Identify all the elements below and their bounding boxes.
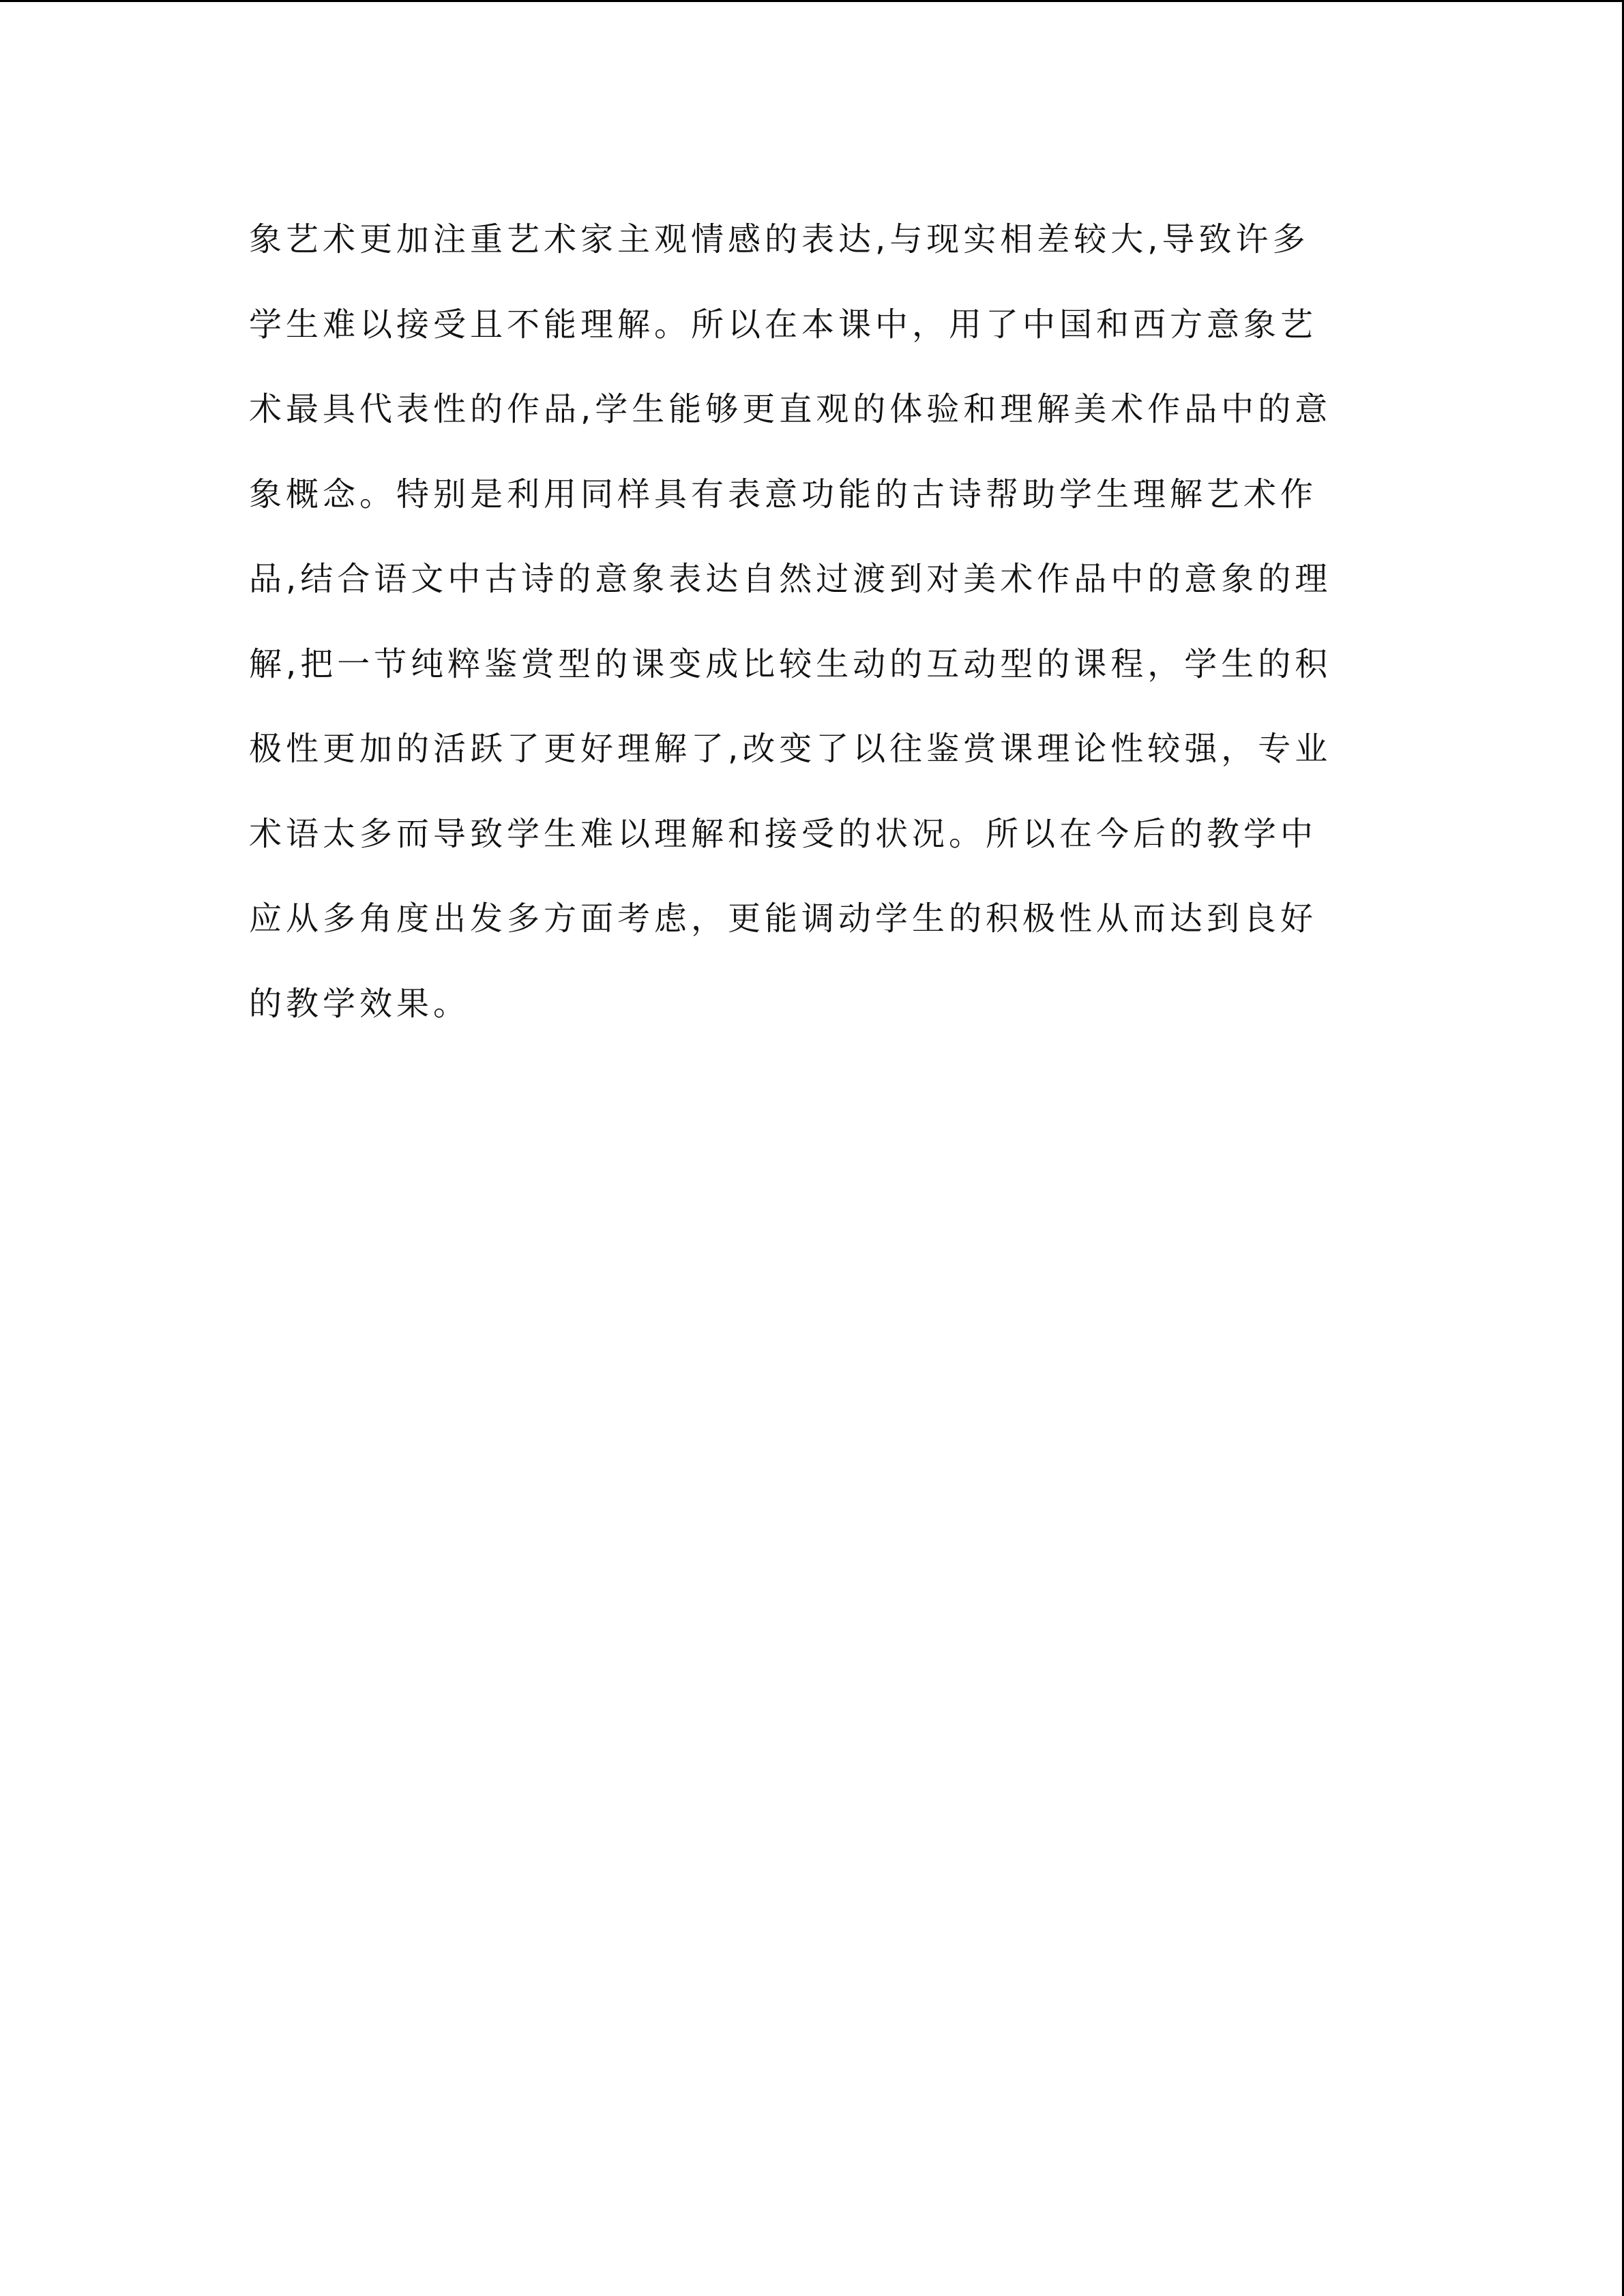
paragraph-line: 极性更加的活跃了更好理解了,改变了以往鉴赏课理论性较强，专业	[249, 730, 1332, 768]
body-paragraph	[249, 217, 1381, 1066]
paragraph-line: 象概念。特别是利用同样具有表意功能的古诗帮助学生理解艺术作	[249, 475, 1318, 513]
paragraph-line: 的教学效果。	[249, 984, 471, 1023]
paragraph-line: 术最具代表性的作品,学生能够更直观的体验和理解美术作品中的意	[249, 390, 1332, 428]
paragraph-line: 术语太多而导致学生难以理解和接受的状况。所以在今后的教学中	[249, 814, 1318, 853]
page-border-top	[0, 0, 1624, 2]
paragraph-line: 象艺术更加注重艺术家主观情感的表达,与现实相差较大,导致许多	[249, 220, 1310, 258]
paragraph-line: 品,结合语文中古诗的意象表达自然过渡到对美术作品中的意象的理	[249, 560, 1332, 598]
paragraph-line: 学生难以接受且不能理解。所以在本课中，用了中国和西方意象艺	[249, 305, 1318, 344]
paragraph-line: 应从多角度出发多方面考虑，更能调动学生的积极性从而达到良好	[249, 899, 1318, 938]
paragraph-line: 解,把一节纯粹鉴赏型的课变成比较生动的互动型的课程，学生的积	[249, 644, 1332, 683]
